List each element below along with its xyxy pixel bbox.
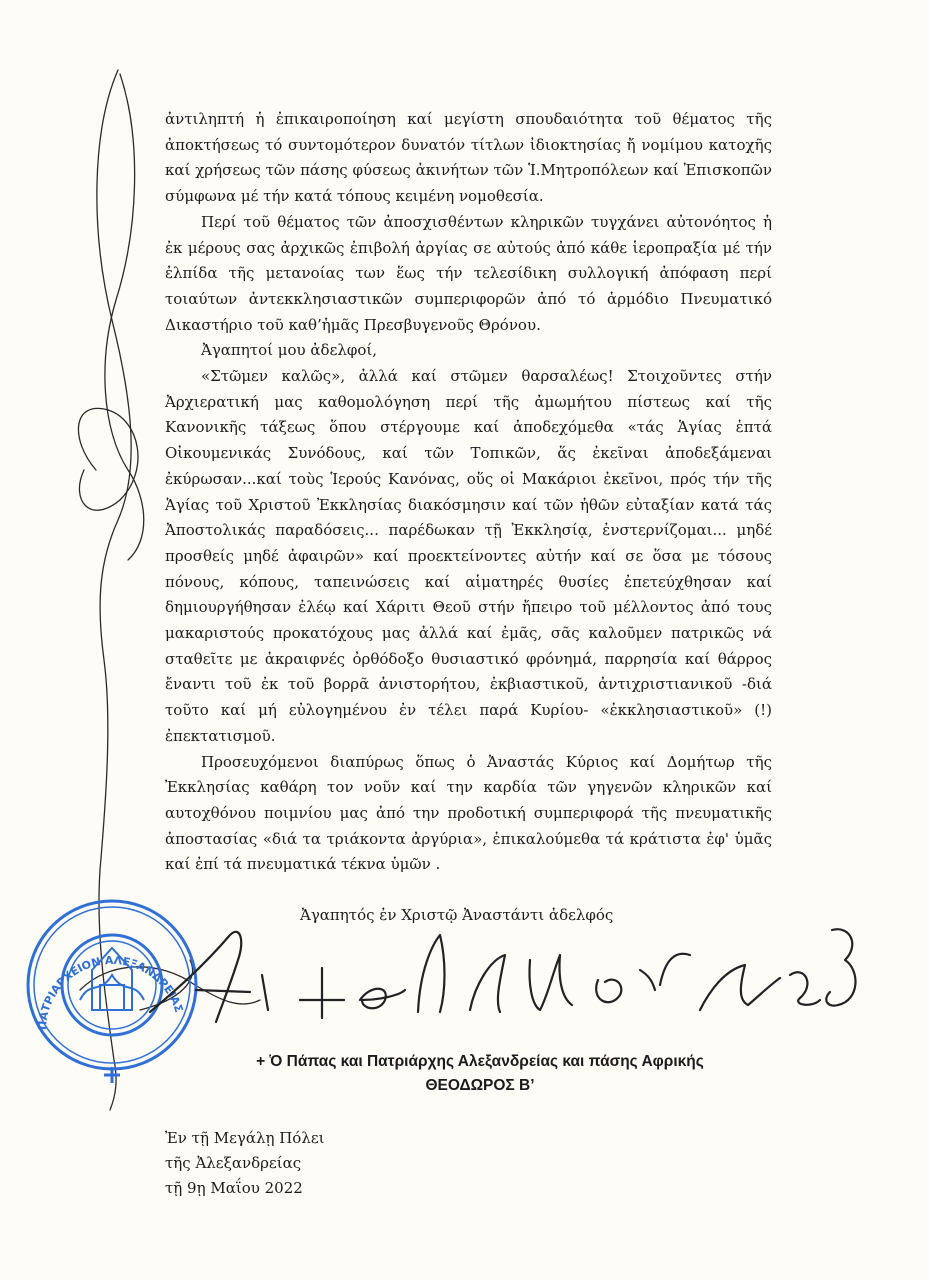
signatory-block (180, 1050, 780, 1098)
place-line-2: τῆς Ἀλεξανδρείας (165, 1154, 302, 1172)
paragraph-2: Περί τοῦ θέματος τῶν ἀποσχισθέντων κληρικῶν τυγχάνει αὐτονόητος ἡ ἐκ μέρους σας ἀρχικῶς ἐπιβολή ἀργίας σε αὐτούς ἀπό κάθε ἱεροπραξία μέ τήν ἐλπίδα τῆς μετανοίας των ἕως τήν τελεσίδικη συλλογική ἀπόφαση περί τοιαύτων ἀντεκκλησιαστικῶν συμπεριφορῶν ἀπό τό ἁρμόδιο Πνευματικό Δικαστήριο τοῦ καθ’ἡμᾶς Πρεσβυγενοῦς Θρόνου. (165, 212, 772, 334)
signatory-title: + Ὁ Πάπας και Πατριάρχης Αλεξανδρείας και πάσης Αφρικής (256, 1053, 704, 1070)
seal-text: ΠΑΤΡΙΑΡΧΕΙΟΝ ΑΛΕΞΑΝΔΡΕΙΑΣ (35, 953, 186, 1031)
paragraph-4: Προσευχόμενοι διαπύρως ὅπως ὁ Ἀναστάς Κύριος καί Δομήτωρ τῆς Ἐκκλησίας καθάρη τον νοῦν καί την καρδία τῶν γηγενῶν κληρικῶν καί αυτοχθόνου ποιμνίου μας ἀπό την προδοτική συμπεριφορά τῆς πνευματικῆς ἀποστασίας «διά τα τριάκοντα ἀργύρια», ἐπικαλούμεθα τά κράτιστα ἐφ' ὑμᾶς καί ἐπί τά πνευματικά τέκνα ὑμῶν . (165, 752, 772, 874)
date-line: τῇ 9ῃ Μαΐου 2022 (165, 1179, 303, 1197)
signatory-name: ΘΕΟΔΩΡΟΣ Β’ (425, 1077, 535, 1094)
place-and-date (165, 1126, 465, 1201)
salutation: Ἀγαπητοί μου ἀδελφοί, (201, 341, 378, 360)
closing-line: Ἀγαπητός ἐν Χριστῷ Ἀναστάντι ἀδελφός (300, 906, 614, 924)
place-line-1: Ἐν τῇ Μεγάλῃ Πόλει (165, 1129, 325, 1147)
paragraph-3: «Στῶμεν καλῶς», ἀλλά καί στῶμεν θαρσαλέως! Στοιχοῦντες στήν Ἀρχιερατική μας καθομολόγηση περί τῆς ἀμωμήτου πίστεως καί τῆς Κανονικῆς τάξεως ὅπου στέργουμε καί ἀποδεχόμεθα «τάς Ἁγίας ἑπτά Οἰκουμενικάς Συνόδους, καί τῶν Τοπικῶν, ἅς ἐκεῖναι ἀποδεξάμεναι ἐκύρωσαν...καί τοὺς Ἱερούς Κανόνας, οὕς οἱ Μακάριοι ἐκεῖνοι, πρός τήν τῆς Ἁγίας τοῦ Χριστοῦ Ἐκκλησίας διακόσμησιν καί τῶν ἠθῶν εὐταξίαν κατά τάς Ἀποστολικάς παραδόσεις... παρέδωκαν τῇ Ἐκκλησίᾳ, ἐνστερνίζομαι... μηδέ προσθείς μηδέ ἀφαιρῶν» καί προεκτείνοντες αὐτήν καί σε ὅσα με τόσους πόνους, κόπους, ταπεινώσεις καί αἱματηρές θυσίες ἐπετεύχθησαν καί δημιουργήθησαν ἐλέῳ καί Χάριτι Θεοῦ στήν ἤπειρο τοῦ μέλλοντος ἀπό τους μακαριστούς προκατόχους μας ἀλλά καί ἐμᾶς, σᾶς καλοῦμεν πατρικῶς νά σταθεῖτε με ἀκραιφνές ὀρθόδοξο θυσιαστικό φρόνημά, παρρησία καί θάρρος ἔναντι τοῦ ἐκ τοῦ βορρᾶ ἀνιστορήτου, ἐκβιαστικοῦ, ἀντιχριστιανικοῦ -διά τοῦτο καί μή εὐλογημένου ἐν τέλει παρά Κυρίου- «ἐκκλησιαστικοῦ» (!) ἐπεκτατισμοῦ. (165, 367, 772, 745)
paragraph-1: ἀντιληπτή ἡ ἐπικαιροποίηση καί μεγίστη σπουδαιότητα τοῦ θέματος τῆς ἀποκτήσεως τό συντομότερον δυνατόν τίτλων ἰδιοκτησίας ἤ νομίμου κατοχῆς καί χρήσεως τῶν πάσης φύσεως ἀκινήτων τῶν Ἱ.Μητροπόλεων καί Ἐπισκοπῶν σύμφωνα μέ τήν κατά τόπους κειμένη νομοθεσία. (165, 110, 772, 206)
letter-body (165, 107, 772, 878)
